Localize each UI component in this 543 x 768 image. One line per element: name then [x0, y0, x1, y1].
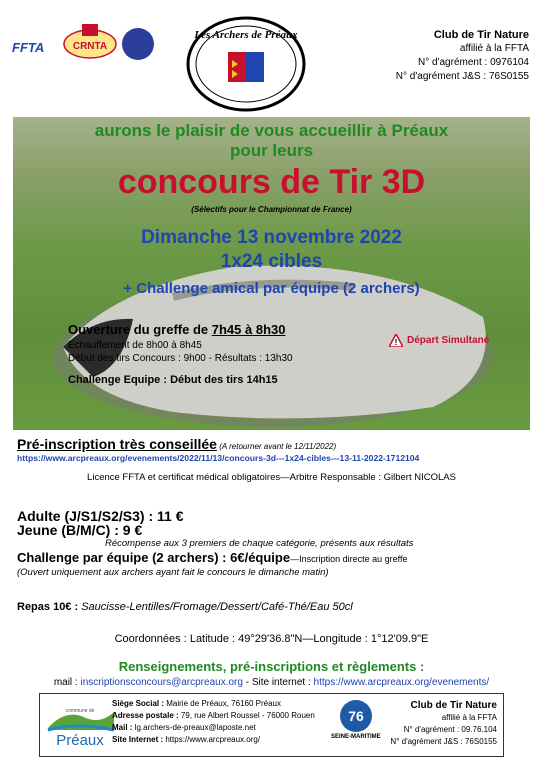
footer-agrement: N° d'agrément : 09.76.104: [403, 725, 497, 734]
challenge-equipe-time: Challenge Equipe : Début des tirs 14h15: [68, 374, 278, 386]
preinscription-title: Pré-inscription très conseillée: [17, 436, 217, 452]
echauffement: Echauffement de 8h00 à 8h45: [68, 340, 202, 351]
warning-icon: [389, 334, 403, 347]
repas: [17, 601, 353, 613]
tarif-jeune: Jeune (B/M/C) : 9 €: [17, 522, 143, 538]
adresse-value: 79, rue Albert Roussel - 76000 Rouen: [180, 711, 315, 720]
repas-menu: Saucisse-Lentilles/Fromage/Dessert/Café-Thé/Eau 50cl: [78, 601, 353, 613]
greffe-opening: [68, 322, 285, 337]
preaux-commune-logo: [46, 698, 116, 750]
recompense-note: Récompense aux 3 premiers de chaque catégorie, présents aux résultats: [105, 538, 414, 549]
schedule-block: [68, 339, 293, 365]
footer-mail-value[interactable]: lg.archers-de-preaux@laposte.net: [134, 723, 256, 732]
contact-mail-label: mail :: [53, 677, 81, 688]
seine-maritime-label: SEINE-MARITIME: [331, 734, 381, 740]
greffe-prefix: Ouverture du greffe de: [68, 322, 212, 337]
footer-club-affil: affilié à la FFTA: [441, 713, 497, 722]
banner-welcome: aurons le plaisir de vous accueillir à Préaux: [94, 121, 449, 140]
banner-pour-leurs: pour leurs: [229, 141, 314, 160]
club-name: Club de Tir Nature: [433, 29, 529, 41]
greffe-hours: 7h45 à 8h30: [211, 322, 286, 337]
footer-box: [39, 693, 504, 757]
footer-agrement-js: N° d'agrément J&S : 76S0155: [390, 737, 497, 746]
archers-logo-text: Les Archers de Préaux: [194, 29, 298, 41]
footer-club-info: [390, 700, 497, 748]
banner-date: Dimanche 13 novembre 2022: [141, 227, 402, 248]
siege-value: Mairie de Préaux, 76160 Préaux: [166, 699, 281, 708]
seine-maritime-logo: 76: [340, 700, 372, 732]
banner-photo: [13, 117, 530, 430]
banner-selectif: (Sélectifs pour le Championnat de France): [191, 205, 352, 214]
preinscription-link[interactable]: https://www.arcpreaux.org/evenements/2022/11/13/concours-3d---1x24-cibles---13-11-2022-1712104: [17, 453, 420, 463]
department-logo: [122, 28, 154, 60]
crnta-logo-text: CRNTA: [72, 41, 108, 52]
footer-club-name: Club de Tir Nature: [410, 700, 497, 711]
renseignements-heading: Renseignements, pré-inscriptions et règlements :: [118, 659, 425, 674]
preinscription-heading: [17, 436, 336, 452]
commune-top-text: commune de: [65, 708, 95, 714]
crnta-logo: [62, 22, 118, 62]
contact-site-label: - Site internet :: [242, 677, 314, 688]
archers-logo: [184, 12, 309, 114]
club-agrement: N° d'agrément : 0976104: [418, 57, 529, 68]
banner-title: concours de Tir 3D: [117, 163, 426, 201]
banner-challenge: + Challenge amical par équipe (2 archers): [123, 280, 420, 297]
challenge-condition: (Ouvert uniquement aux archers ayant fait le concours le dimanche matin): [17, 567, 329, 578]
preinscription-deadline: (A retourner avant le 12/11/2022): [216, 442, 337, 451]
contact-line: [0, 677, 543, 688]
commune-text: Préaux: [56, 732, 104, 749]
footer-site-label: Site Internet :: [112, 735, 166, 744]
licence-note: Licence FFTA et certificat médical obligatoires—Arbitre Responsable : Gilbert NICOLAS: [87, 472, 456, 483]
club-info: [396, 28, 529, 84]
club-affiliation: affilié à la FFTA: [459, 43, 529, 54]
tarif-challenge-note: —Inscription directe au greffe: [290, 554, 408, 564]
depart-label: Départ Simultané: [407, 335, 490, 346]
coordinates: Coordonnées : Latitude : 49°29'36.8"N—Longitude : 1°12'09.9"E: [114, 633, 429, 645]
footer-mail-label: Mail :: [112, 723, 135, 732]
tarif-challenge: [17, 550, 408, 565]
contact-mail-link[interactable]: inscriptionsconcours@arcpreaux.org: [80, 677, 243, 688]
club-agrement-js: N° d'agrément J&S : 76S0155: [395, 71, 529, 82]
svg-text:!: !: [394, 338, 398, 347]
tarif-challenge-label: Challenge par équipe (2 archers) : 6€/équipe: [17, 550, 291, 565]
siege-label: Siège Social :: [112, 699, 167, 708]
ffta-logo: FFTA: [12, 40, 45, 55]
repas-label: Repas 10€ :: [17, 601, 79, 613]
debut-tirs: Début des tirs Concours : 9h00 - Résultats : 13h30: [68, 353, 293, 364]
banner-cibles: 1x24 cibles: [220, 251, 323, 272]
contact-site-link[interactable]: https://www.arcpreaux.org/evenements/: [313, 677, 490, 688]
depart-simultane: [389, 334, 489, 347]
tarif-adulte: Adulte (J/S1/S2/S3) : 11 €: [17, 508, 184, 524]
footer-address: [112, 698, 315, 746]
footer-site-value[interactable]: https://www.arcpreaux.org/: [165, 735, 261, 744]
adresse-label: Adresse postale :: [112, 711, 181, 720]
